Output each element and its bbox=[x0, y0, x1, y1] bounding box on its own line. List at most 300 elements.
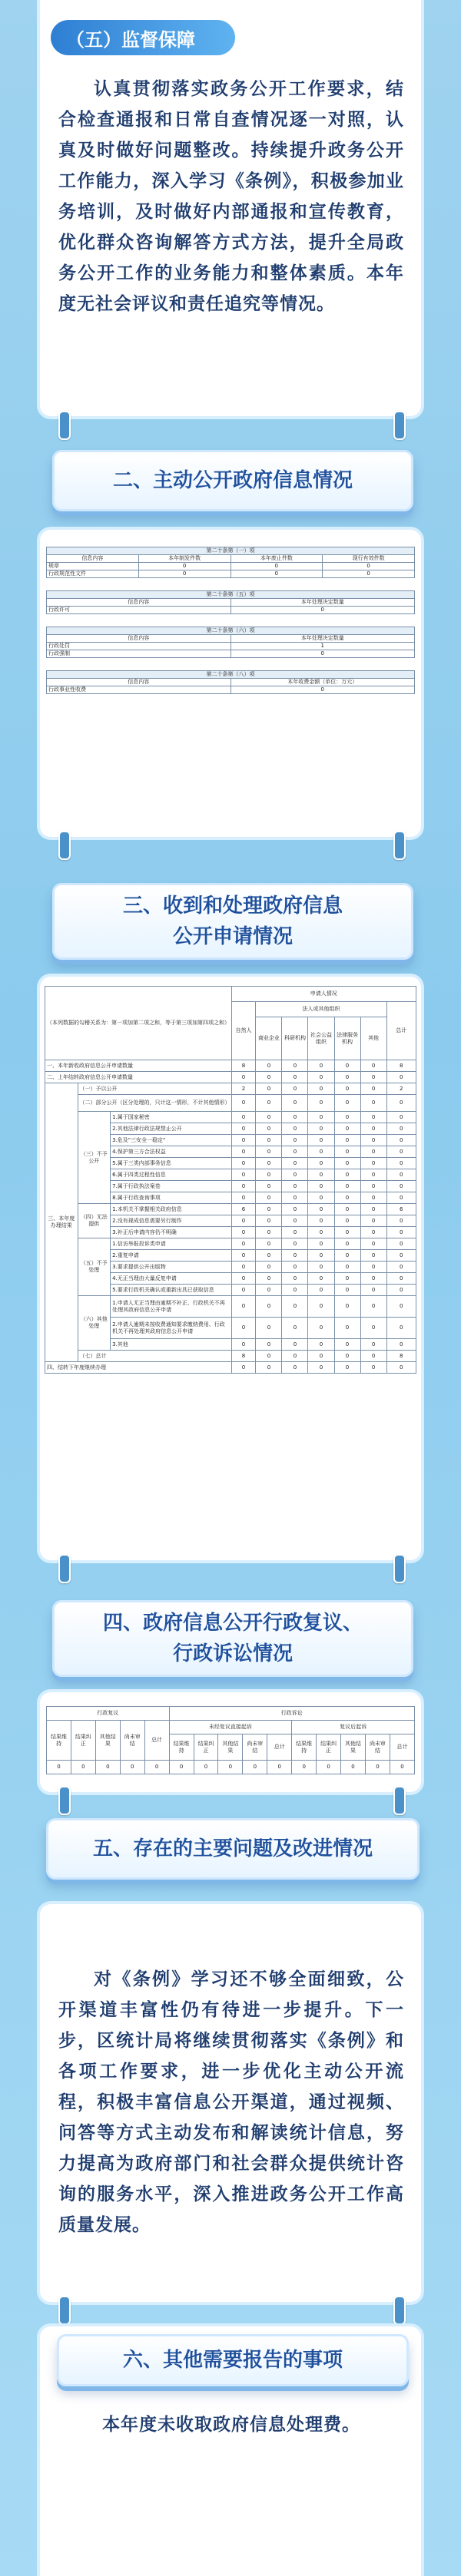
table-cell: 0 bbox=[256, 1123, 282, 1135]
table-cell: 0 bbox=[282, 1181, 308, 1192]
table-cell: 0 bbox=[360, 1146, 386, 1158]
table-cell: 0 bbox=[360, 1181, 386, 1192]
table-cell: 0 bbox=[282, 1072, 308, 1083]
table-header: 行政诉讼 bbox=[169, 1707, 414, 1721]
table-cell: 0 bbox=[282, 1273, 308, 1285]
table-header: 总计 bbox=[267, 1734, 292, 1761]
table-cell: 0 bbox=[334, 1158, 360, 1169]
table-cell: 0 bbox=[308, 1351, 334, 1362]
review-litigation-table-box bbox=[46, 1706, 415, 1774]
table-cell: 6 bbox=[231, 1204, 256, 1215]
table-cell: 0 bbox=[334, 1318, 360, 1339]
table-row bbox=[45, 1060, 416, 1072]
table-cell: 0 bbox=[256, 1227, 282, 1238]
table-row bbox=[45, 1095, 416, 1112]
section-2-heading: 二、主动公开政府信息情况 bbox=[52, 450, 413, 511]
table-cell: 8 bbox=[386, 1060, 416, 1072]
table-cell: 0 bbox=[308, 1083, 334, 1095]
table-cell: 0 bbox=[334, 1112, 360, 1123]
table-cell: 0 bbox=[334, 1339, 360, 1351]
table-cell: 0 bbox=[282, 1362, 308, 1374]
table-cell: 0 bbox=[256, 1273, 282, 1285]
table-cell: 0 bbox=[386, 1238, 416, 1250]
table-group-label: （六）其他处理 bbox=[78, 1296, 111, 1351]
table-cell: 0 bbox=[360, 1158, 386, 1169]
table-cell: 0 bbox=[282, 1083, 308, 1095]
table-row-label: 7.属于行政执法案卷 bbox=[111, 1181, 231, 1192]
table-row-label: 5.属于三类内部事务信息 bbox=[111, 1158, 231, 1169]
table-cell: 0 bbox=[360, 1123, 386, 1135]
table-cell: 0 bbox=[282, 1238, 308, 1250]
table-cell: 0 bbox=[308, 1158, 334, 1169]
table-header: 结果纠正 bbox=[71, 1721, 95, 1761]
table-cell: 0 bbox=[194, 1761, 218, 1774]
problems-paragraph: 对《条例》学习还不够全面细致，公开渠道丰富性仍有待进一步提升。下一步，区统计局将继续贯彻落实《条例》和各项工作要求，进一步优化主动公开流程，积极丰富信息公开渠道，通过视频、问答等方式主动发布和解读统计信息，努力提高为政府部门和社会群众提供统计咨询的服务水平，深入推进政务公开工作高质量发展。 bbox=[58, 1969, 404, 2235]
table-cell: 0 bbox=[341, 1761, 366, 1774]
table-cell: 0 bbox=[218, 1761, 243, 1774]
binder-ring-icon bbox=[58, 2296, 71, 2325]
table-cell: 0 bbox=[386, 1112, 416, 1123]
table-row-label: 一、本年新收政府信息公开申请数量 bbox=[45, 1060, 232, 1072]
table-header: 信息内容 bbox=[47, 555, 139, 563]
table-row-label: （二）部分公开（区分处理的，只计这一情形，不计其他情形） bbox=[78, 1095, 231, 1112]
table-bar: 第二十条第（一）项 bbox=[47, 547, 415, 555]
table-header: 信息内容 bbox=[47, 599, 231, 607]
table-row-label: 3.危及"三安全一稳定" bbox=[111, 1135, 231, 1146]
table-cell: 0 bbox=[360, 1135, 386, 1146]
table-header: 本年废止件数 bbox=[230, 555, 323, 563]
table-header: 自然人 bbox=[231, 1002, 256, 1060]
table-cell: 0 bbox=[231, 1192, 256, 1204]
table-cell: 0 bbox=[360, 1351, 386, 1362]
table-cell: 0 bbox=[386, 1250, 416, 1262]
table-cell: 0 bbox=[282, 1192, 308, 1204]
table-row bbox=[45, 1351, 416, 1362]
table-cell: 0 bbox=[308, 1123, 334, 1135]
table-cell: 0 bbox=[256, 1351, 282, 1362]
table-cell: 0 bbox=[256, 1135, 282, 1146]
table-row-label: 3.补正后申请内容仍不明确 bbox=[111, 1227, 231, 1238]
table-header: 信息内容 bbox=[47, 635, 231, 643]
table-cell: 0 bbox=[256, 1339, 282, 1351]
table-cell: 0 bbox=[386, 1181, 416, 1192]
table-cell: 0 bbox=[138, 563, 230, 570]
binder-ring-icon bbox=[393, 831, 406, 860]
table-header: 现行有效件数 bbox=[323, 555, 415, 563]
table-cell: 0 bbox=[138, 570, 230, 578]
table-cell: 0 bbox=[282, 1204, 308, 1215]
table-cell: 0 bbox=[334, 1204, 360, 1215]
table-cell: 0 bbox=[334, 1250, 360, 1262]
table-cell: 0 bbox=[308, 1262, 334, 1273]
table-cell: 0 bbox=[308, 1060, 334, 1072]
table-row bbox=[45, 1362, 416, 1374]
table-cell: 0 bbox=[231, 1362, 256, 1374]
table-cell: 0 bbox=[386, 1158, 416, 1169]
table-cell: 0 bbox=[386, 1362, 416, 1374]
table-cell: 6 bbox=[386, 1204, 416, 1215]
table-cell: 2 bbox=[231, 1083, 256, 1095]
table-bar: 第二十条第（五）项 bbox=[47, 591, 415, 599]
table-header: 复议后起诉 bbox=[292, 1721, 415, 1734]
table-cell: 0 bbox=[365, 1761, 390, 1774]
table-cell: 0 bbox=[360, 1250, 386, 1262]
table-corner-note: （本列数据的勾稽关系为：第一项加第二项之和，等于第三项加第四项之和） bbox=[45, 987, 232, 1060]
table-cell: 0 bbox=[386, 1072, 416, 1083]
section-3-heading: 三、收到和处理政府信息 公开申请情况 bbox=[52, 883, 413, 960]
table-cell: 0 bbox=[334, 1262, 360, 1273]
table-cell: 0 bbox=[334, 1351, 360, 1362]
table-cell: 0 bbox=[230, 650, 415, 658]
table-cell: 0 bbox=[256, 1238, 282, 1250]
table-header: 结果纠正 bbox=[194, 1734, 218, 1761]
table-cell: 0 bbox=[231, 1123, 256, 1135]
table-header: 其他结果 bbox=[218, 1734, 243, 1761]
table-row-label: 4.保护第三方合法权益 bbox=[111, 1146, 231, 1158]
table-cell: 0 bbox=[256, 1204, 282, 1215]
table-group-label: （四）无法提供 bbox=[78, 1204, 111, 1238]
table-cell: 0 bbox=[323, 563, 415, 570]
table-cell: 0 bbox=[282, 1146, 308, 1158]
table-cell: 0 bbox=[256, 1072, 282, 1083]
table-cell: 行政强制 bbox=[47, 650, 231, 658]
table-row-label: 四、结转下年度继续办理 bbox=[45, 1362, 232, 1374]
table-header: 总计 bbox=[144, 1721, 169, 1761]
table-header: 其他结果 bbox=[341, 1734, 366, 1761]
table-row-label: 3.要求提供公开出版物 bbox=[111, 1262, 231, 1273]
binder-ring-icon bbox=[58, 1554, 71, 1583]
application-table-box bbox=[45, 986, 416, 1374]
table-cell: 0 bbox=[386, 1169, 416, 1181]
table-cell: 0 bbox=[282, 1227, 308, 1238]
table-cell: 0 bbox=[256, 1095, 282, 1112]
table-row-label: （七）总计 bbox=[78, 1351, 231, 1362]
table-cell: 0 bbox=[256, 1158, 282, 1169]
table-cell: 8 bbox=[386, 1351, 416, 1362]
table-row bbox=[45, 1083, 416, 1095]
table-cell: 0 bbox=[386, 1318, 416, 1339]
table-cell: 0 bbox=[231, 1339, 256, 1351]
table-cell: 0 bbox=[282, 1250, 308, 1262]
table-row bbox=[45, 1204, 416, 1215]
table-article-20-8 bbox=[46, 670, 415, 694]
table-cell: 0 bbox=[256, 1296, 282, 1318]
other-matters-paragraph: 本年度未收取政府信息处理费。 bbox=[102, 2415, 360, 2435]
table-cell: 0 bbox=[334, 1123, 360, 1135]
table-cell: 0 bbox=[230, 686, 415, 694]
table-bar: 第二十条第（六）项 bbox=[47, 627, 415, 635]
table-cell: 0 bbox=[386, 1095, 416, 1112]
table-header: 结果维持 bbox=[292, 1734, 317, 1761]
binder-ring-icon bbox=[58, 831, 71, 860]
table-bar: 第二十条第（八）项 bbox=[47, 671, 415, 679]
table-cell: 0 bbox=[243, 1761, 267, 1774]
table-cell: 0 bbox=[386, 1227, 416, 1238]
table-cell: 0 bbox=[360, 1238, 386, 1250]
table-cell: 0 bbox=[386, 1135, 416, 1146]
table-cell: 0 bbox=[231, 1146, 256, 1158]
review-litigation-table bbox=[46, 1706, 415, 1774]
table-header: 法律服务机构 bbox=[334, 1017, 360, 1060]
table-cell: 0 bbox=[308, 1339, 334, 1351]
table-cell: 0 bbox=[282, 1112, 308, 1123]
table-cell: 0 bbox=[360, 1083, 386, 1095]
table-cell: 0 bbox=[256, 1169, 282, 1181]
table-cell: 0 bbox=[334, 1273, 360, 1285]
table-row-label: 2.其他法律行政法规禁止公开 bbox=[111, 1123, 231, 1135]
table-header: 结果维持 bbox=[169, 1734, 194, 1761]
table-group-label: 三、本年度办理结果 bbox=[45, 1083, 78, 1362]
table-cell: 0 bbox=[386, 1215, 416, 1227]
table-row bbox=[45, 1112, 416, 1123]
table-cell: 0 bbox=[256, 1362, 282, 1374]
table-cell: 0 bbox=[144, 1761, 169, 1774]
table-cell: 0 bbox=[256, 1083, 282, 1095]
application-table bbox=[45, 986, 416, 1374]
table-cell: 0 bbox=[334, 1285, 360, 1296]
binder-ring-icon bbox=[393, 1554, 406, 1583]
table-cell: 0 bbox=[308, 1169, 334, 1181]
table-cell: 0 bbox=[308, 1227, 334, 1238]
table-group-label: （五）不予处理 bbox=[78, 1238, 111, 1296]
table-cell: 0 bbox=[282, 1095, 308, 1112]
table-cell: 0 bbox=[334, 1060, 360, 1072]
table-row-label: 1.申请人无正当理由逾期不补正、行政机关不再处理其政府信息公开申请 bbox=[111, 1296, 231, 1318]
table-cell: 规章 bbox=[47, 563, 139, 570]
table-cell: 0 bbox=[308, 1112, 334, 1123]
table-header: 未经复议直接起诉 bbox=[169, 1721, 292, 1734]
table-cell: 0 bbox=[282, 1215, 308, 1227]
table-cell: 0 bbox=[256, 1192, 282, 1204]
table-header: 法人或其他组织 bbox=[256, 1002, 386, 1017]
table-cell: 0 bbox=[231, 1273, 256, 1285]
table-header: 总计 bbox=[390, 1734, 414, 1761]
table-cell: 2 bbox=[386, 1083, 416, 1095]
table-cell: 0 bbox=[256, 1285, 282, 1296]
table-cell: 8 bbox=[231, 1351, 256, 1362]
table-cell: 行政许可 bbox=[47, 607, 231, 614]
table-row-label: 6.属于四类过程性信息 bbox=[111, 1169, 231, 1181]
table-header: 科研机构 bbox=[282, 1017, 308, 1060]
table-cell: 0 bbox=[231, 1135, 256, 1146]
table-article-20-6 bbox=[46, 627, 415, 658]
table-row bbox=[45, 1238, 416, 1250]
table-cell: 0 bbox=[256, 1215, 282, 1227]
table-cell: 0 bbox=[334, 1238, 360, 1250]
table-cell: 0 bbox=[334, 1192, 360, 1204]
table-header: 本年收费金额（单位：万元） bbox=[230, 679, 415, 686]
table-cell: 0 bbox=[282, 1285, 308, 1296]
proactive-disclosure-tables bbox=[46, 547, 415, 694]
table-cell: 0 bbox=[308, 1273, 334, 1285]
table-header: 其他结果 bbox=[95, 1721, 120, 1761]
table-cell: 0 bbox=[334, 1169, 360, 1181]
table-row-label: 4.无正当理由大量反复申请 bbox=[111, 1273, 231, 1285]
table-row-label: 1.信访举报投诉类申请 bbox=[111, 1238, 231, 1250]
table-header: 社会公益组织 bbox=[308, 1017, 334, 1060]
table-header: 申请人情况 bbox=[231, 987, 416, 1002]
table-cell: 0 bbox=[231, 1227, 256, 1238]
table-cell: 0 bbox=[386, 1273, 416, 1285]
table-cell: 0 bbox=[323, 570, 415, 578]
table-cell: 0 bbox=[231, 1285, 256, 1296]
table-article-20-1 bbox=[46, 547, 415, 578]
table-cell: 0 bbox=[231, 1158, 256, 1169]
table-cell: 0 bbox=[256, 1112, 282, 1123]
table-cell: 0 bbox=[308, 1204, 334, 1215]
table-header: 本年处理决定数量 bbox=[230, 599, 415, 607]
table-cell: 0 bbox=[360, 1285, 386, 1296]
table-header: 行政复议 bbox=[47, 1707, 170, 1721]
table-cell: 0 bbox=[390, 1761, 414, 1774]
table-cell: 0 bbox=[360, 1204, 386, 1215]
binder-ring-icon bbox=[58, 1786, 71, 1815]
table-cell: 0 bbox=[360, 1095, 386, 1112]
table-cell: 0 bbox=[386, 1192, 416, 1204]
table-cell: 0 bbox=[230, 563, 323, 570]
table-cell: 0 bbox=[231, 1169, 256, 1181]
table-row-label: 1.属于国家秘密 bbox=[111, 1112, 231, 1123]
table-header: 本年处理决定数量 bbox=[230, 635, 415, 643]
table-cell: 行政规范性文件 bbox=[47, 570, 139, 578]
table-cell: 0 bbox=[334, 1135, 360, 1146]
table-cell: 0 bbox=[334, 1146, 360, 1158]
table-header: 尚未审结 bbox=[120, 1721, 144, 1761]
table-header: 尚未审结 bbox=[365, 1734, 390, 1761]
table-cell: 0 bbox=[308, 1095, 334, 1112]
table-cell: 0 bbox=[256, 1181, 282, 1192]
table-cell: 0 bbox=[334, 1072, 360, 1083]
section-5-heading: 五、存在的主要问题及改进情况 bbox=[46, 1818, 420, 1880]
table-cell: 0 bbox=[308, 1135, 334, 1146]
table-cell: 0 bbox=[256, 1060, 282, 1072]
table-cell: 0 bbox=[308, 1250, 334, 1262]
table-cell: 0 bbox=[282, 1296, 308, 1318]
table-cell: 0 bbox=[317, 1761, 341, 1774]
table-header: 结果维持 bbox=[47, 1721, 71, 1761]
table-cell: 0 bbox=[282, 1262, 308, 1273]
table-cell: 0 bbox=[386, 1262, 416, 1273]
table-row-label: 2.没有现成信息需要另行制作 bbox=[111, 1215, 231, 1227]
table-header: 结果纠正 bbox=[317, 1734, 341, 1761]
table-cell: 0 bbox=[231, 1095, 256, 1112]
table-row-label: 3.其他 bbox=[111, 1339, 231, 1351]
binder-ring-icon bbox=[393, 411, 406, 440]
table-cell: 0 bbox=[334, 1362, 360, 1374]
table-row-label: 5.要求行政机关确认或重新出具已获取信息 bbox=[111, 1285, 231, 1296]
table-row-label: 8.属于行政查询事项 bbox=[111, 1192, 231, 1204]
section-6-heading: 六、其他需要报告的事项 bbox=[57, 2334, 409, 2386]
table-group-label: （三）不予公开 bbox=[78, 1112, 111, 1204]
table-cell: 0 bbox=[308, 1362, 334, 1374]
table-cell: 0 bbox=[231, 1215, 256, 1227]
table-cell: 0 bbox=[360, 1112, 386, 1123]
table-cell: 0 bbox=[360, 1296, 386, 1318]
table-cell: 0 bbox=[360, 1273, 386, 1285]
table-cell: 行政处罚 bbox=[47, 643, 231, 650]
table-cell: 0 bbox=[231, 1181, 256, 1192]
table-row-label: 2.申请人逾期未按收费通知要求缴纳费用、行政机关不再处理其政府信息公开申请 bbox=[111, 1318, 231, 1339]
table-cell: 0 bbox=[230, 607, 415, 614]
table-cell: 0 bbox=[231, 1250, 256, 1262]
table-cell: 0 bbox=[360, 1215, 386, 1227]
table-cell: 0 bbox=[71, 1761, 95, 1774]
table-cell: 1 bbox=[230, 643, 415, 650]
table-cell: 0 bbox=[47, 1761, 71, 1774]
table-cell: 0 bbox=[230, 570, 323, 578]
table-cell: 0 bbox=[231, 1318, 256, 1339]
table-cell: 0 bbox=[386, 1123, 416, 1135]
table-cell: 0 bbox=[360, 1192, 386, 1204]
supervision-paragraph: 认真贯彻落实政务公开工作要求，结合检查通报和日常自查情况逐一对照，认真及时做好问题整改。持续提升政务公开工作能力，深入学习《条例》，积极参加业务培训，及时做好内部通报和宣传教育，优化群众咨询解答方式方法，提升全局政务公开工作的业务能力和整体素质。本年度无社会评议和责任追究等情况。 bbox=[58, 79, 404, 314]
table-cell: 0 bbox=[169, 1761, 194, 1774]
binder-ring-icon bbox=[393, 2296, 406, 2325]
table-cell: 0 bbox=[360, 1339, 386, 1351]
table-cell: 0 bbox=[120, 1761, 144, 1774]
table-cell: 0 bbox=[334, 1227, 360, 1238]
table-cell: 0 bbox=[386, 1285, 416, 1296]
table-row-label: 1.本机关不掌握相关政府信息 bbox=[111, 1204, 231, 1215]
table-cell: 0 bbox=[267, 1761, 292, 1774]
table-cell: 0 bbox=[256, 1250, 282, 1262]
supervision-subheading: （五）监督保障 bbox=[51, 20, 235, 55]
table-cell: 0 bbox=[256, 1318, 282, 1339]
table-cell: 0 bbox=[282, 1123, 308, 1135]
table-cell: 0 bbox=[308, 1238, 334, 1250]
table-cell: 0 bbox=[308, 1192, 334, 1204]
table-cell: 0 bbox=[386, 1296, 416, 1318]
table-cell: 行政事业性收费 bbox=[47, 686, 231, 694]
table-cell: 0 bbox=[308, 1146, 334, 1158]
table-row-label: 2.重复申请 bbox=[111, 1250, 231, 1262]
table-article-20-5 bbox=[46, 590, 415, 614]
table-header: 其他 bbox=[360, 1017, 386, 1060]
table-cell: 0 bbox=[360, 1060, 386, 1072]
table-row-label: （一）予以公开 bbox=[78, 1083, 231, 1095]
table-cell: 0 bbox=[308, 1318, 334, 1339]
table-cell: 0 bbox=[386, 1146, 416, 1158]
table-cell: 0 bbox=[256, 1262, 282, 1273]
table-cell: 0 bbox=[231, 1112, 256, 1123]
table-cell: 0 bbox=[360, 1362, 386, 1374]
table-cell: 0 bbox=[282, 1060, 308, 1072]
table-header: 商业企业 bbox=[256, 1017, 282, 1060]
table-cell: 0 bbox=[282, 1318, 308, 1339]
table-cell: 0 bbox=[360, 1072, 386, 1083]
table-header: 尚未审结 bbox=[243, 1734, 267, 1761]
table-cell: 0 bbox=[231, 1238, 256, 1250]
table-cell: 0 bbox=[308, 1296, 334, 1318]
table-cell: 0 bbox=[231, 1072, 256, 1083]
table-cell: 0 bbox=[308, 1285, 334, 1296]
table-header: 本年制发件数 bbox=[138, 555, 230, 563]
binder-ring-icon bbox=[393, 1786, 406, 1815]
table-cell: 0 bbox=[360, 1227, 386, 1238]
table-cell: 0 bbox=[386, 1339, 416, 1351]
table-cell: 0 bbox=[282, 1169, 308, 1181]
table-cell: 0 bbox=[334, 1095, 360, 1112]
table-cell: 0 bbox=[360, 1318, 386, 1339]
table-header: 总计 bbox=[386, 1002, 416, 1060]
table-cell: 0 bbox=[231, 1262, 256, 1273]
table-cell: 0 bbox=[282, 1135, 308, 1146]
table-row-label: 二、上年结转政府信息公开申请数量 bbox=[45, 1072, 232, 1083]
table-cell: 0 bbox=[334, 1296, 360, 1318]
table-cell: 0 bbox=[292, 1761, 317, 1774]
table-cell: 0 bbox=[360, 1169, 386, 1181]
table-header: 信息内容 bbox=[47, 679, 231, 686]
table-cell: 0 bbox=[282, 1351, 308, 1362]
